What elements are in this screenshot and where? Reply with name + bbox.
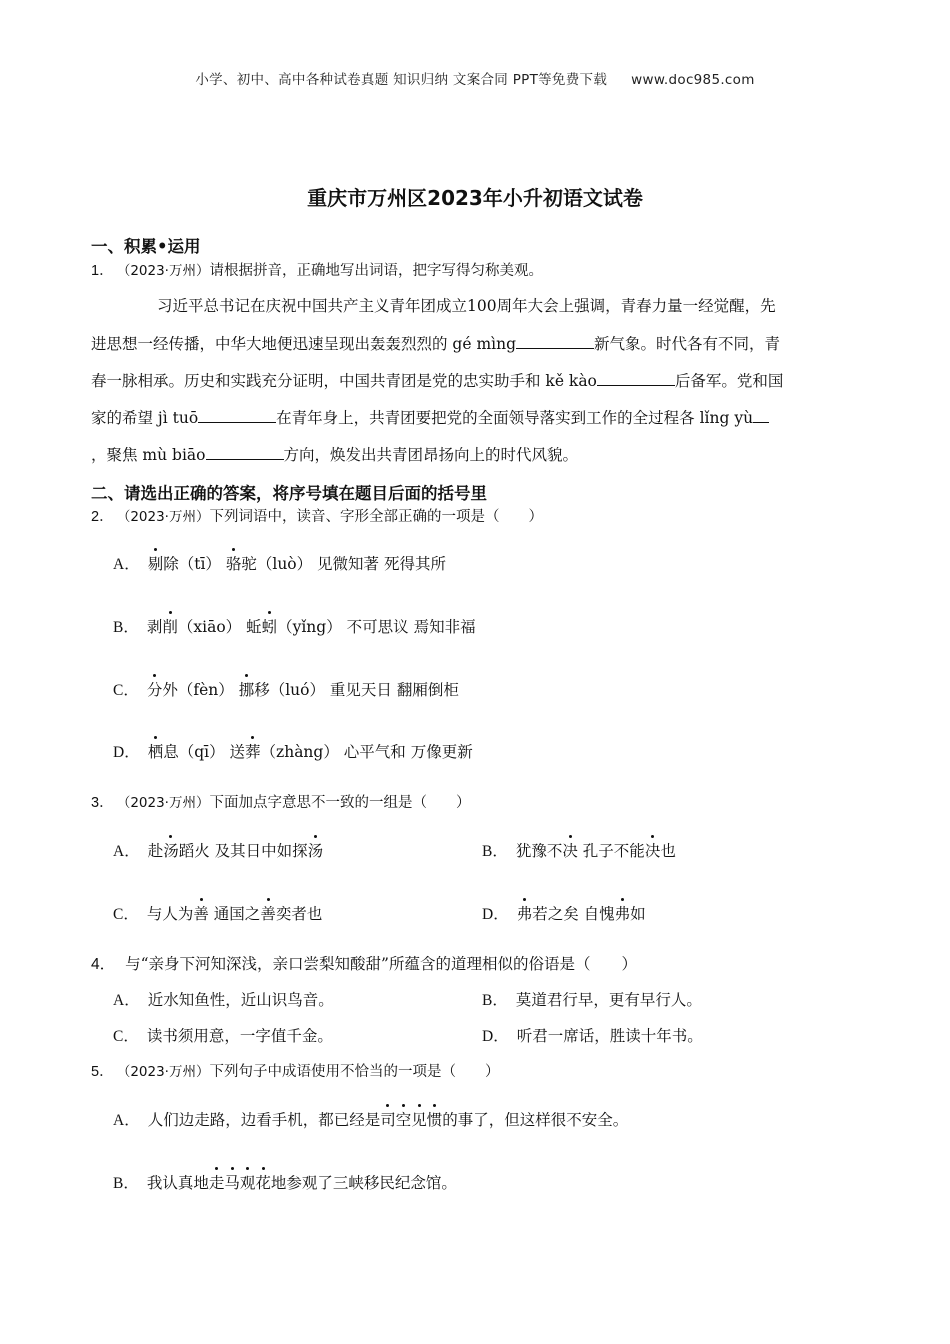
question-4-stem: 与“亲身下河知深浅，亲口尝梨知酸甜”所蕴含的道理相似的俗语是（ ）	[125, 955, 637, 973]
paragraph-line-5: ，聚焦 mù biāo 方向，焕发出共青团昂扬向上的时代风貌。	[91, 443, 578, 465]
question-5	[91, 1060, 499, 1081]
q4-option-b[interactable]: B． 莫道君行早，更有早行人。	[482, 991, 702, 1009]
question-2	[91, 505, 543, 526]
question-2-stem: 下列词语中，读音、字形全部正确的一项是（ ）	[209, 509, 543, 525]
question-2-number: 2．	[91, 509, 114, 525]
question-1	[91, 259, 543, 280]
header-site: www.doc985.com	[631, 72, 755, 88]
question-4-number: 4．	[91, 956, 116, 973]
question-1-number: 1．	[91, 263, 114, 279]
q2-option-a[interactable]: A． 剔除（tī） 骆驼（luò） 见微知著 死得其所	[113, 552, 446, 574]
question-4	[91, 952, 637, 974]
q3-option-d[interactable]: D． 弗若之矣 自愧弗如	[482, 902, 646, 924]
q2-option-c[interactable]: C． 分外（fèn） 挪移（luó） 重见天日 翻厢倒柜	[113, 678, 459, 700]
question-5-source: （2023·万州）	[123, 1064, 210, 1080]
question-3	[91, 791, 470, 812]
paragraph-line-1: 习近平总书记在庆祝中国共产主义青年团成立100周年大会上强调，青春力量一经觉醒，先	[157, 297, 776, 315]
answer-blank-3[interactable]	[198, 406, 276, 423]
q3-option-c[interactable]: C． 与人为善 通国之善奕者也	[113, 902, 322, 924]
section-2-heading: 二、请选出正确的答案，将序号填在题目后面的括号里	[91, 484, 487, 503]
answer-blank-5[interactable]	[206, 443, 284, 460]
q2-option-b[interactable]: B． 剥削（xiāo） 蚯蚓（yǐng） 不可思议 焉知非福	[113, 615, 476, 637]
answer-blank-1[interactable]	[516, 332, 594, 349]
q3-option-b[interactable]: B． 犹豫不决 孔子不能决也	[482, 839, 676, 861]
page-title: 重庆市万州区2023年小升初语文试卷	[307, 186, 643, 210]
question-5-number: 5．	[91, 1064, 114, 1080]
q4-option-c[interactable]: C． 读书须用意，一字值千金。	[113, 1027, 333, 1045]
header-text: 小学、初中、高中各种试卷真题 知识归纳 文案合同 PPT等免费下载	[195, 72, 608, 88]
q3-option-a[interactable]: A． 赴汤蹈火 及其日中如探汤	[113, 839, 323, 861]
question-3-stem: 下面加点字意思不一致的一组是（ ）	[209, 795, 471, 811]
q2-option-d[interactable]: D． 栖息（qī） 送葬（zhàng） 心平气和 万像更新	[113, 740, 473, 762]
question-1-source: （2023·万州）	[123, 263, 210, 279]
question-2-source: （2023·万州）	[123, 509, 210, 525]
section-1-heading: 一、积累•运用	[91, 237, 201, 256]
q4-option-a[interactable]: A． 近水知鱼性，近山识鸟音。	[113, 991, 334, 1009]
question-3-number: 3．	[91, 795, 114, 811]
q5-option-b[interactable]: B． 我认真地走马观花地参观了三峡移民纪念馆。	[113, 1171, 457, 1193]
page-header	[0, 68, 950, 88]
q4-option-d[interactable]: D． 听君一席话，胜读十年书。	[482, 1027, 703, 1045]
paragraph-line-3: 春一脉相承。历史和实践充分证明，中国共青团是党的忠实助手和 kě kào 后备军。党和国	[91, 369, 783, 391]
answer-blank-4[interactable]	[753, 406, 769, 423]
paragraph-line-2: 进思想一经传播，中华大地便迅速呈现出轰轰烈烈的 gé mìng 新气象。时代各有不同，青	[91, 332, 780, 354]
question-1-stem: 请根据拼音，正确地写出词语，把字写得匀称美观。	[209, 263, 543, 279]
q5-option-a[interactable]: A． 人们边走路，边看手机，都已经是司空见惯的事了，但这样很不安全。	[113, 1108, 628, 1130]
paragraph-line-4: 家的希望 jì tuō 在青年身上，共青团要把党的全面领导落实到工作的全过程各 lǐng yù	[91, 406, 769, 428]
answer-blank-2[interactable]	[597, 369, 675, 386]
question-3-source: （2023·万州）	[123, 795, 210, 811]
question-5-stem: 下列句子中成语使用不恰当的一项是（ ）	[209, 1064, 500, 1080]
